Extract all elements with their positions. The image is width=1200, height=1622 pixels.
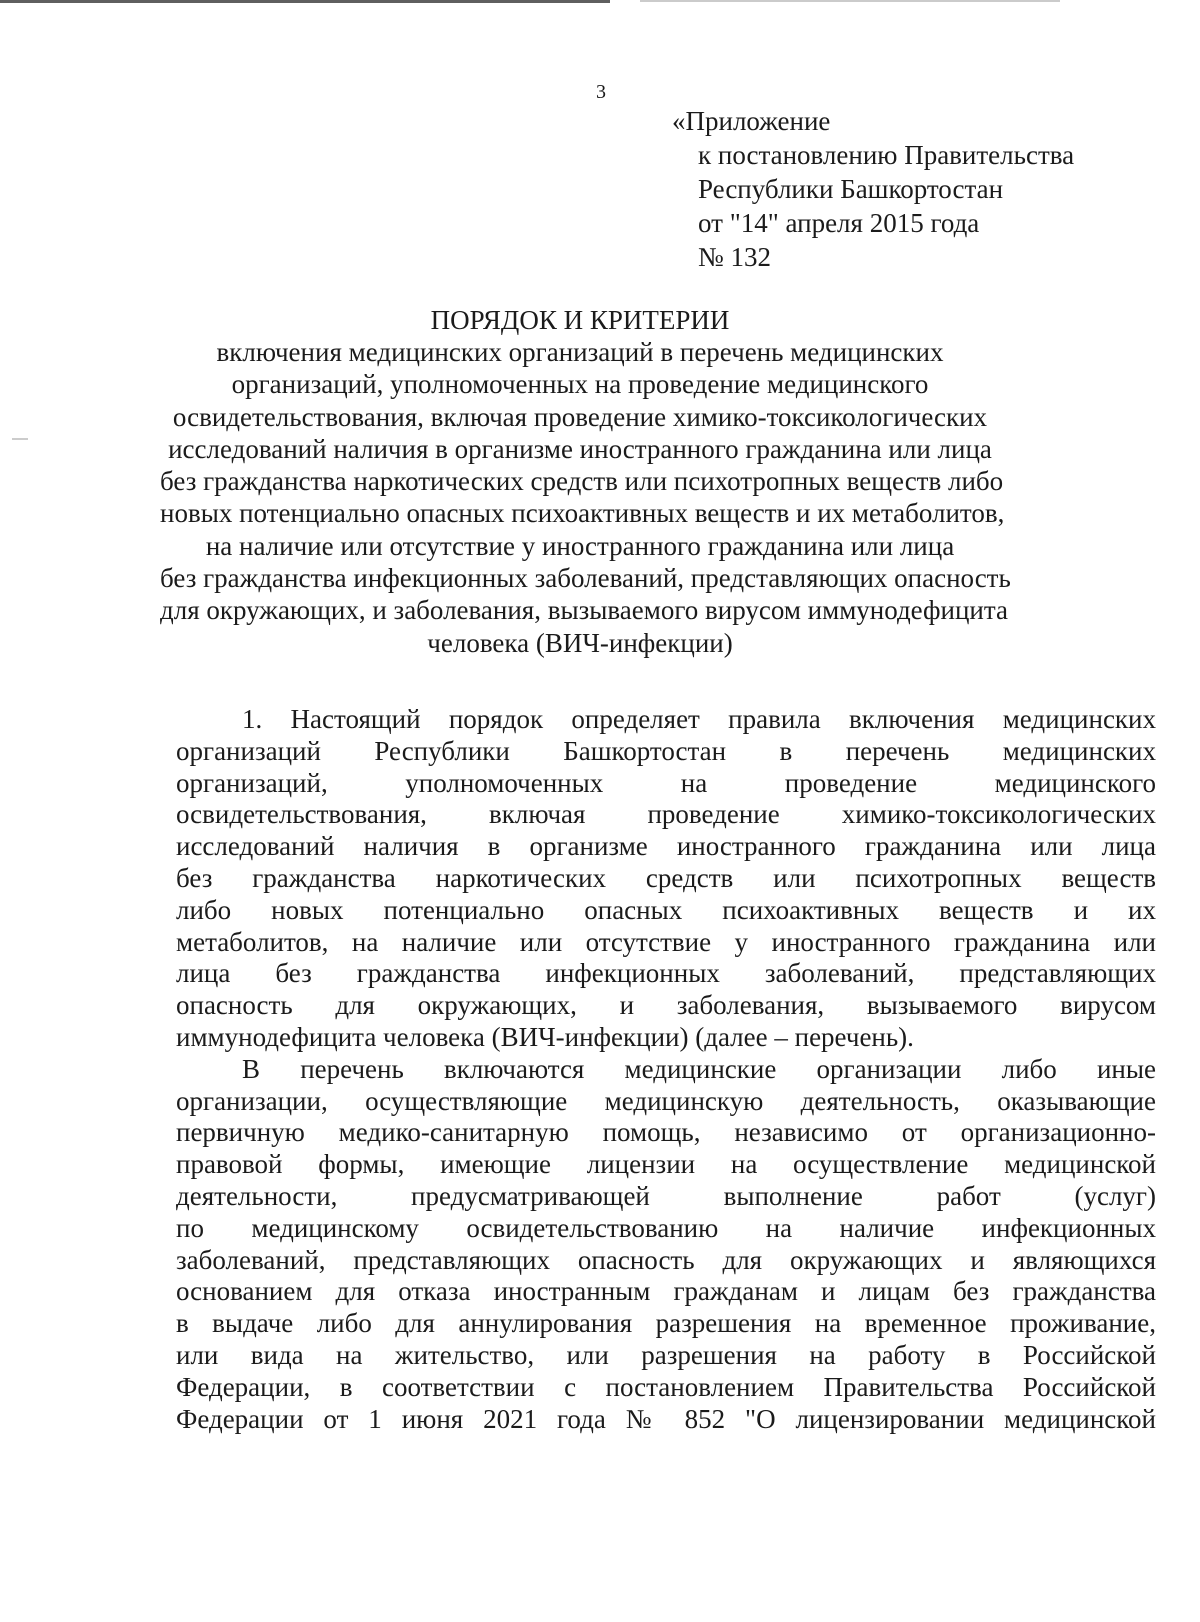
body-text xyxy=(176,704,1156,1435)
paragraph-line: лица без гражданства инфекционных заболеваний, представляющих xyxy=(176,958,1156,989)
scan-edge-top-faint xyxy=(640,0,1060,2)
paragraph-line: освидетельствования, включая проведение химико-токсикологических xyxy=(176,799,1156,830)
paragraph-line: организации, осуществляющие медицинскую деятельность, оказывающие xyxy=(176,1085,1156,1116)
subtitle-line: включения медицинских организаций в перечень медицинских xyxy=(216,337,944,367)
appendix-line: Республики Башкортостан xyxy=(698,174,1004,204)
paragraph-line: исследований наличия в организме иностранного гражданина или лица xyxy=(176,831,1156,862)
paragraph-2 xyxy=(176,1054,1156,1436)
paragraph-line: опасность для окружающих, и заболевания, вызываемого вирусом xyxy=(176,990,1156,1021)
paragraph-line: деятельности, предусматривающей выполнение работ (услуг) xyxy=(176,1180,1156,1211)
paragraph-line: иммунодефицита человека (ВИЧ-инфекции) (далее – перечень). xyxy=(176,1021,914,1052)
paragraph-line: по медицинскому освидетельствованию на наличие инфекционных xyxy=(176,1212,1156,1243)
appendix-line: от "14" апреля 2015 года xyxy=(698,208,980,238)
subtitle-line: освидетельствования, включая проведение химико-токсикологических xyxy=(172,401,988,432)
subtitle-line: на наличие или отсутствие у иностранного гражданина или лица xyxy=(205,530,955,561)
subtitle-line: без гражданства инфекционных заболеваний, представляющих опасность xyxy=(160,563,1011,594)
paragraph-line: первичную медико-санитарную помощь, независимо от организационно- xyxy=(176,1117,1156,1148)
document-subtitle xyxy=(160,336,1011,659)
scan-edge-top xyxy=(0,0,610,3)
paragraph-line: 1. Настоящий порядок определяет правила включения медицинских xyxy=(242,704,1156,734)
subtitle-line: организаций, уполномоченных на проведение медицинского xyxy=(231,369,929,400)
paragraph-line: заболеваний, представляющих опасность для окружающих и являющихся xyxy=(176,1244,1156,1275)
paragraph-line: организаций Республики Башкортостан в перечень медицинских xyxy=(176,735,1156,766)
subtitle-line: исследований наличия в организме иностранного гражданина или лица xyxy=(168,433,992,464)
appendix-block xyxy=(672,104,1074,274)
page-number: 3 xyxy=(596,81,606,103)
paragraph-1 xyxy=(176,704,1156,1054)
paragraph-line: или вида на жительство, или разрешения на работу в Российской xyxy=(176,1339,1156,1370)
paragraph-line: Федерации от 1 июня 2021 года № 852 "О лицензировании медицинской xyxy=(176,1403,1156,1434)
appendix-line: к постановлению Правительства xyxy=(698,140,1075,170)
paragraph-line: В перечень включаются медицинские организации либо иные xyxy=(242,1053,1156,1084)
subtitle-line: без гражданства наркотических средств или психотропных веществ либо xyxy=(160,466,1004,497)
appendix-line: № 132 xyxy=(698,242,772,272)
paragraph-line: либо новых потенциально опасных психоактивных веществ и их xyxy=(176,894,1156,925)
subtitle-line: для окружающих, и заболевания, вызываемого вирусом иммунодефицита xyxy=(160,595,1008,626)
paragraph-line: правовой формы, имеющие лицензии на осуществление медицинской xyxy=(176,1149,1156,1180)
paragraph-line: в выдаче либо для аннулирования разрешения на временное проживание, xyxy=(176,1308,1156,1339)
paragraph-line: основанием для отказа иностранным гражданам и лицам без гражданства xyxy=(176,1276,1156,1307)
subtitle-line: человека (ВИЧ-инфекции) xyxy=(427,627,733,658)
paragraph-line: организаций, уполномоченных на проведение медицинского xyxy=(176,767,1156,798)
document-title: ПОРЯДОК И КРИТЕРИИ xyxy=(430,305,730,335)
paragraph-line: без гражданства наркотических средств или психотропных веществ xyxy=(176,862,1156,893)
appendix-line: «Приложение xyxy=(672,106,831,136)
subtitle-line: новых потенциально опасных психоактивных веществ и их метаболитов, xyxy=(160,498,1005,529)
paragraph-line: Федерации, в соответствии с постановлением Правительства Российской xyxy=(176,1371,1156,1402)
scan-speck xyxy=(12,438,28,440)
paragraph-line: метаболитов, на наличие или отсутствие у иностранного гражданина или xyxy=(176,926,1156,957)
